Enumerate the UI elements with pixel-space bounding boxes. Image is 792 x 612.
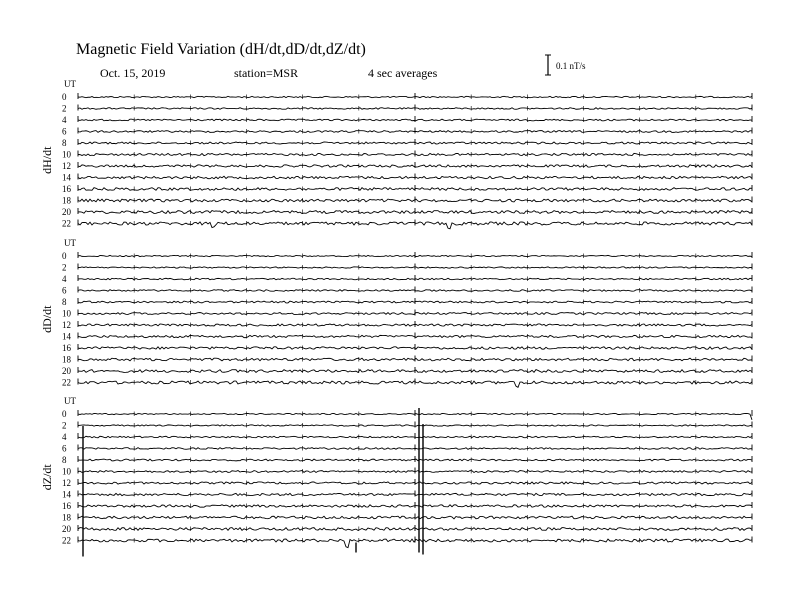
date-label: Oct. 15, 2019 (100, 66, 166, 80)
scale-bar (545, 55, 586, 75)
row-label: 12 (62, 478, 71, 488)
row-label: 16 (62, 343, 71, 353)
station-label: station=MSR (234, 66, 299, 80)
row-label: 22 (62, 535, 71, 546)
row-label: 2 (62, 262, 67, 273)
averaging-label: 4 sec averages (368, 66, 438, 80)
row-label: 6 (62, 126, 67, 137)
figure-title: Magnetic Field Variation (dH/dt,dD/dt,dZ/dt) (76, 41, 366, 58)
row-label: 14 (62, 489, 71, 500)
panel-dH-dt (40, 79, 752, 229)
row-label: 8 (62, 297, 67, 307)
row-label: 10 (62, 149, 71, 160)
row-label: 4 (62, 432, 67, 442)
row-label: 12 (62, 161, 71, 171)
row-label: 14 (62, 331, 71, 342)
row-label: 20 (62, 366, 71, 376)
panels (40, 79, 752, 557)
row-label: 18 (62, 195, 71, 206)
row-label: 12 (62, 320, 71, 330)
row-label: 0 (62, 409, 67, 419)
row-label: 4 (62, 274, 67, 284)
ut-label: UT (64, 396, 76, 406)
row-label: 16 (62, 501, 71, 511)
row-label: 0 (62, 92, 67, 102)
ut-label: UT (64, 238, 76, 248)
ut-label: UT (64, 79, 76, 89)
y-axis-label: dH/dt (40, 146, 54, 174)
y-axis-label: dD/dt (40, 305, 54, 333)
row-label: 20 (62, 524, 71, 534)
row-label: 4 (62, 115, 67, 125)
row-label: 0 (62, 251, 67, 261)
scale-bar-label: 0.1 nT/s (556, 61, 586, 71)
row-label: 8 (62, 138, 67, 148)
row-label: 10 (62, 466, 71, 477)
row-label: 22 (62, 218, 71, 229)
row-label: 2 (62, 420, 67, 431)
panel-dD-dt (40, 238, 752, 388)
row-label: 20 (62, 207, 71, 217)
row-label: 10 (62, 308, 71, 319)
row-label: 18 (62, 512, 71, 523)
panel-dZ-dt (40, 396, 752, 557)
row-label: 22 (62, 377, 71, 388)
row-label: 14 (62, 172, 71, 183)
row-label: 2 (62, 103, 67, 114)
row-label: 18 (62, 354, 71, 365)
row-label: 6 (62, 285, 67, 296)
row-label: 16 (62, 184, 71, 194)
y-axis-label: dZ/dt (40, 464, 54, 491)
row-label: 8 (62, 455, 67, 465)
row-label: 6 (62, 443, 67, 454)
